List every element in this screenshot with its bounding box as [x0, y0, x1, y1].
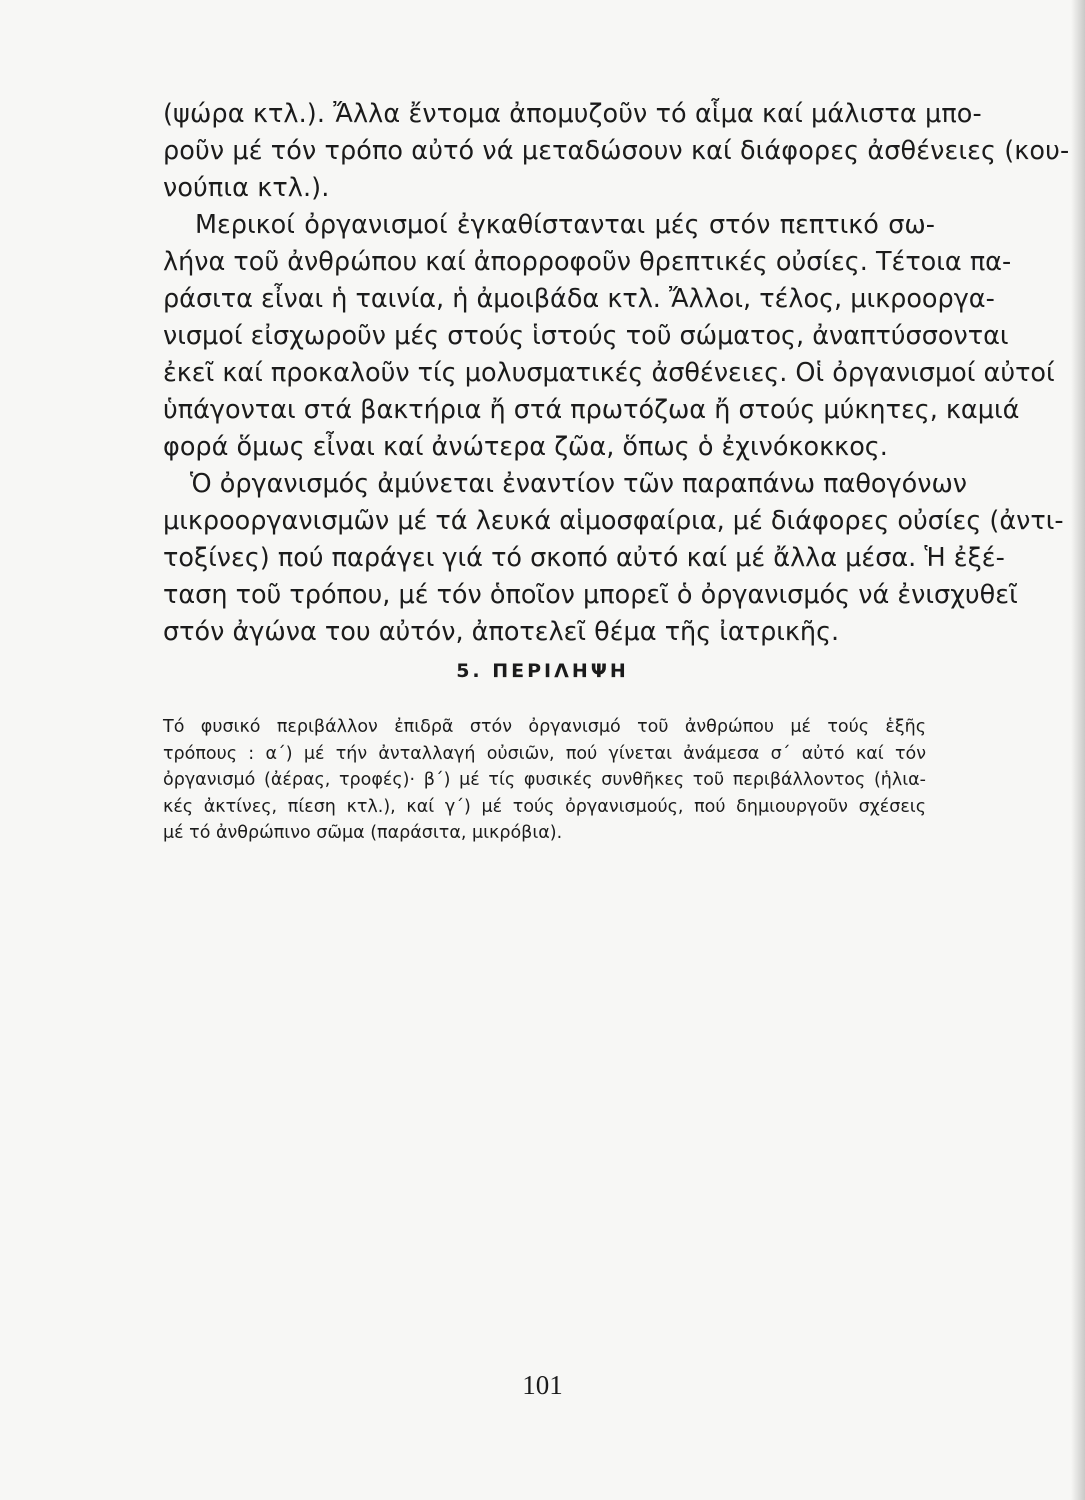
text-line: ράσιτα εἶναι ἡ ταινία, ἡ ἀμοιβάδα κτλ. Ἄλλοι, τέλος, μικροοργα-: [163, 284, 995, 314]
summary-text: [163, 714, 926, 847]
text-line: νισμοί εἰσχωροῦν μές στούς ἱστούς τοῦ σώματος, ἀναπτύσσονται: [163, 321, 1009, 351]
summary-line: τρόπους : α΄) μέ τήν ἀνταλλαγή οὐσιῶν, πού γίνεται ἀνάμεσα σ΄ αὐτό καί τόν: [163, 743, 926, 764]
section-heading: 5. ΠΕΡΙΛΗΨΗ: [456, 660, 629, 682]
summary-line: μέ τό ἀνθρώπινο σῶμα (παράσιτα, μικρόβια).: [163, 823, 563, 843]
text-line: ταση τοῦ τρόπου, μέ τόν ὁποῖον μπορεῖ ὁ ὀργανισμός νά ἐνισχυθεῖ: [163, 580, 1018, 610]
text-line: ὑπάγονται στά βακτήρια ἤ στά πρωτόζωα ἤ στούς μύκητες, καμιά: [163, 395, 1020, 425]
text-line: ροῦν μέ τόν τρόπο αὐτό νά μεταδώσουν καί διάφορες ἀσθένειες (κου-: [163, 136, 1070, 166]
text-line: ἐκεῖ καί προκαλοῦν τίς μολυσματικές ἀσθένειες. Οἱ ὀργανισμοί αὐτοί: [163, 358, 1055, 388]
text-line: (ψώρα κτλ.). Ἄλλα ἔντομα ἀπομυζοῦν τό αἷμα καί μάλιστα μπο-: [163, 99, 982, 129]
page-number: 101: [522, 1370, 563, 1400]
text-line: μικροοργανισμῶν μέ τά λευκά αἱμοσφαίρια, μέ διάφορες οὐσίες (ἀντι-: [163, 506, 1064, 536]
text-line: λήνα τοῦ ἀνθρώπου καί ἀπορροφοῦν θρεπτικές οὐσίες. Τέτοια πα-: [163, 247, 1012, 277]
text-line: Μερικοί ὀργανισμοί ἐγκαθίστανται μές στόν πεπτικό σω-: [195, 210, 935, 240]
text-line: νούπια κτλ.).: [163, 173, 330, 203]
text-line: τοξίνες) πού παράγει γιά τό σκοπό αὐτό καί μέ ἄλλα μέσα. Ἡ ἐξέ-: [163, 543, 1005, 573]
summary-line: κές ἀκτίνες, πίεση κτλ.), καί γ΄) μέ τούς ὀργανισμούς, πού δημιουργοῦν σχέσεις: [163, 796, 926, 817]
summary-line: Τό φυσικό περιβάλλον ἐπιδρᾶ στόν ὀργανισμό τοῦ ἀνθρώπου μέ τούς ἑξῆς: [163, 717, 926, 737]
body-text: [163, 96, 1070, 207]
summary-line: ὀργανισμό (ἀέρας, τροφές)· β΄) μέ τίς φυσικές συνθῆκες τοῦ περιβάλλοντος (ἡλια-: [163, 770, 926, 790]
text-line: φορά ὅμως εἶναι καί ἀνώτερα ζῶα, ὅπως ὁ ἐχινόκοκκος.: [163, 432, 888, 462]
paragraph-parasites-insects: [163, 96, 1070, 207]
text-line: στόν ἀγώνα του αὐτόν, ἀποτελεῖ θέμα τῆς ἰατρικῆς.: [163, 617, 840, 647]
text-line: Ὁ ὀργανισμός ἀμύνεται ἐναντίον τῶν παραπάνω παθογόνων: [190, 469, 968, 499]
page-edge-shadow: [1071, 0, 1085, 1500]
